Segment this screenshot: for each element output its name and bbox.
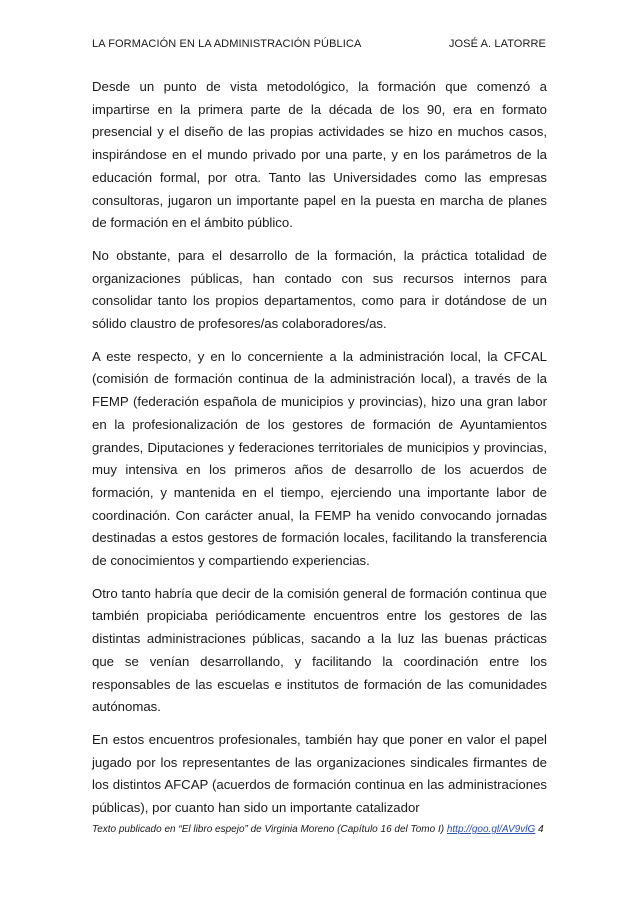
paragraph: No obstante, para el desarrollo de la formación, la práctica totalidad de organizaciones públicas, han contado con sus recursos internos para consolidar tanto los propios departamentos, como para ir dotándose de un sólido claustro de profesores/as colaboradores/as. (92, 247, 547, 332)
footer-link[interactable]: http://goo.gl/AV9vlG (446, 824, 536, 835)
document-body (92, 76, 547, 830)
paragraph: En estos encuentros profesionales, también hay que poner en valor el papel jugado por los representantes de las organizaciones sindicales firmantes de los distintos AFCAP (acuerdos de formación continua en las administraciones públicas), por cuanto han sido un importante catalizador (92, 731, 547, 816)
header-author: JOSÉ A. LATORRE (448, 38, 546, 50)
page-footer (92, 824, 552, 835)
paragraph: Desde un punto de vista metodológico, la formación que comenzó a impartirse en la primera parte de la década de los 90, era en formato presencial y el diseño de las propias actividades se hizo en muchos casos, inspirándose en el mundo privado por una parte, y en los parámetros de la educación formal, por otra. Tanto las Universidades como las empresas consultoras, jugaron un importante papel en la puesta en marcha de planes de formación en el ámbito público. (92, 79, 547, 231)
page-number: 4 (538, 824, 544, 835)
footer-citation: Texto publicado en “El libro espejo” de Virginia Moreno (Capítulo 16 del Tomo I) (92, 824, 445, 835)
paragraph: A este respecto, y en lo concerniente a la administración local, la CFCAL (comisión de formación continua de la administración local), a través de la FEMP (federación española de municipios y provincias), hizo una gran labor en la profesionalización de los gestores de formación de Ayuntamientos grandes, Diputaciones y federaciones territoriales de municipios y provincias, muy intensiva en los primeros años de desarrollo de los acuerdos de formación, y mantenida en el tiempo, ejerciendo una importante labor de coordinación. Con carácter anual, la FEMP ha venido convocando jornadas destinadas a estos gestores de formación locales, facilitando la transferencia de conocimientos y compartiendo experiencias. (92, 348, 547, 569)
paragraph: Otro tanto habría que decir de la comisión general de formación continua que también propiciaba periódicamente encuentros entre los gestores de las distintas administraciones públicas, sacando a la luz las buenas prácticas que se venían desarrollando, y facilitando la coordinación entre los responsables de las escuelas e institutos de formación de las comunidades autónomas. (92, 585, 547, 715)
header-title: LA FORMACIÓN EN LA ADMINISTRACIÓN PÚBLICA (92, 38, 362, 50)
